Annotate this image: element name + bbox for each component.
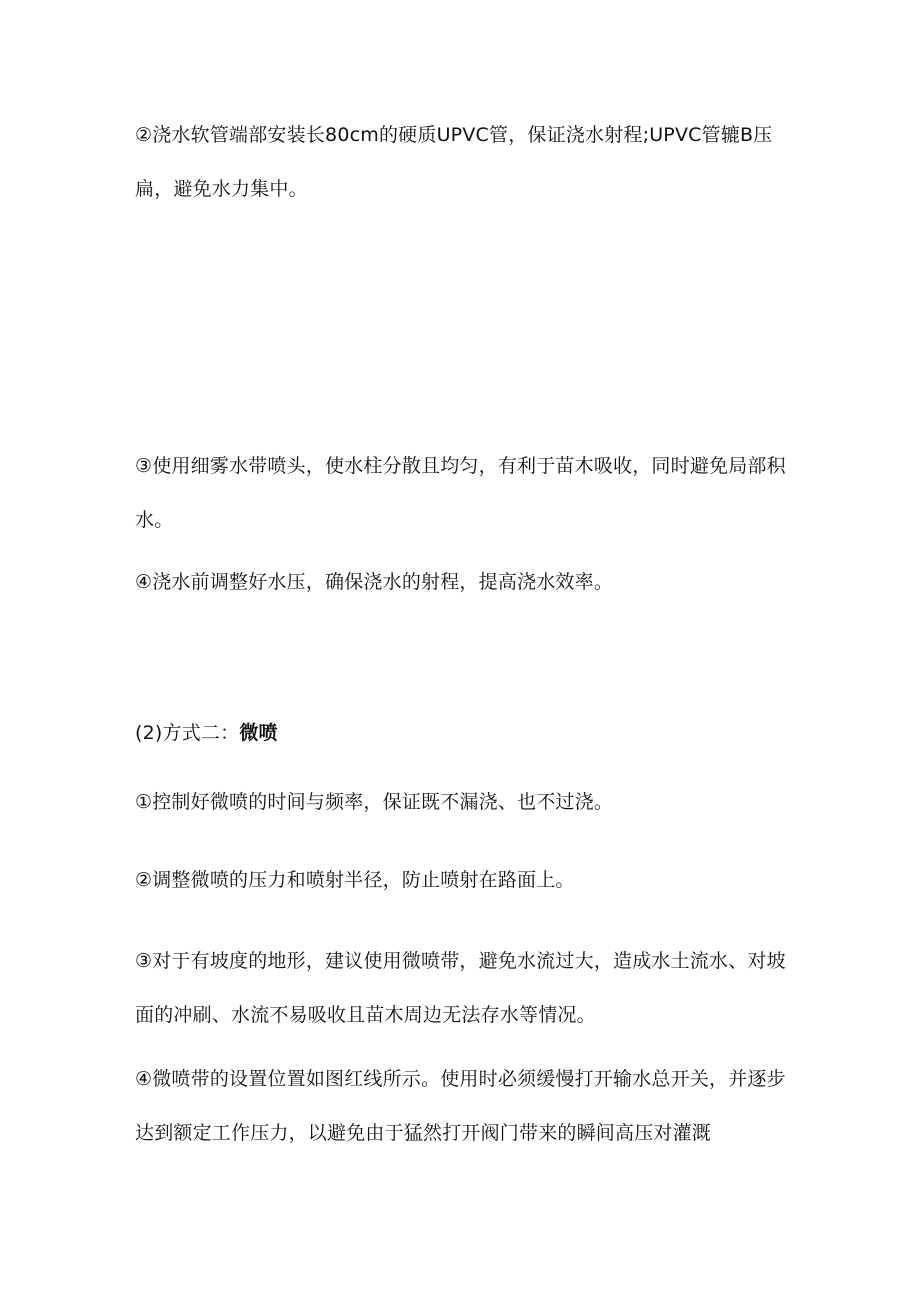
paragraph-mist-nozzle: ③使用细雾水带喷头，使水柱分散且均匀，有利于苗木吸收，同时避免局部积水。 bbox=[135, 455, 786, 531]
section-heading-bold: 微喷 bbox=[239, 722, 278, 744]
section-heading-method-two bbox=[135, 706, 787, 760]
paragraph-spray-radius: ②调整微喷的压力和喷射半径，防止喷射在路面上。 bbox=[135, 869, 575, 891]
paragraph-spray-time: ①控制好微喷的时间与频率，保证既不漏浇、也不过浇。 bbox=[135, 791, 614, 813]
paragraph-upvc-pipe: ②浇水软管端部安装长80cm的硬质UPVC管，保证浇水射程;UPVC管辘B压扁，避免水力集中。 bbox=[135, 124, 773, 200]
paragraph-slope-terrain: ③对于有坡度的地形，建议使用微喷带，避免水流过大，造成水土流水、对坡面的冲刷、水流不易吸收且苗木周边无法存水等情况。 bbox=[135, 950, 786, 1026]
paragraph-spray-belt-setup: ④微喷带的设置位置如图红线所示。使用时必须缓慢打开输水总开关，并逐步达到额定工作压力，以避免由于猛然打开阀门带来的瞬间高压对灌溉 bbox=[135, 1068, 786, 1144]
paragraph-water-pressure: ④浇水前调整好水压，确保浇水的射程，提高浇水效率。 bbox=[135, 571, 614, 593]
section-heading-prefix: (2)方式二： bbox=[135, 722, 240, 744]
